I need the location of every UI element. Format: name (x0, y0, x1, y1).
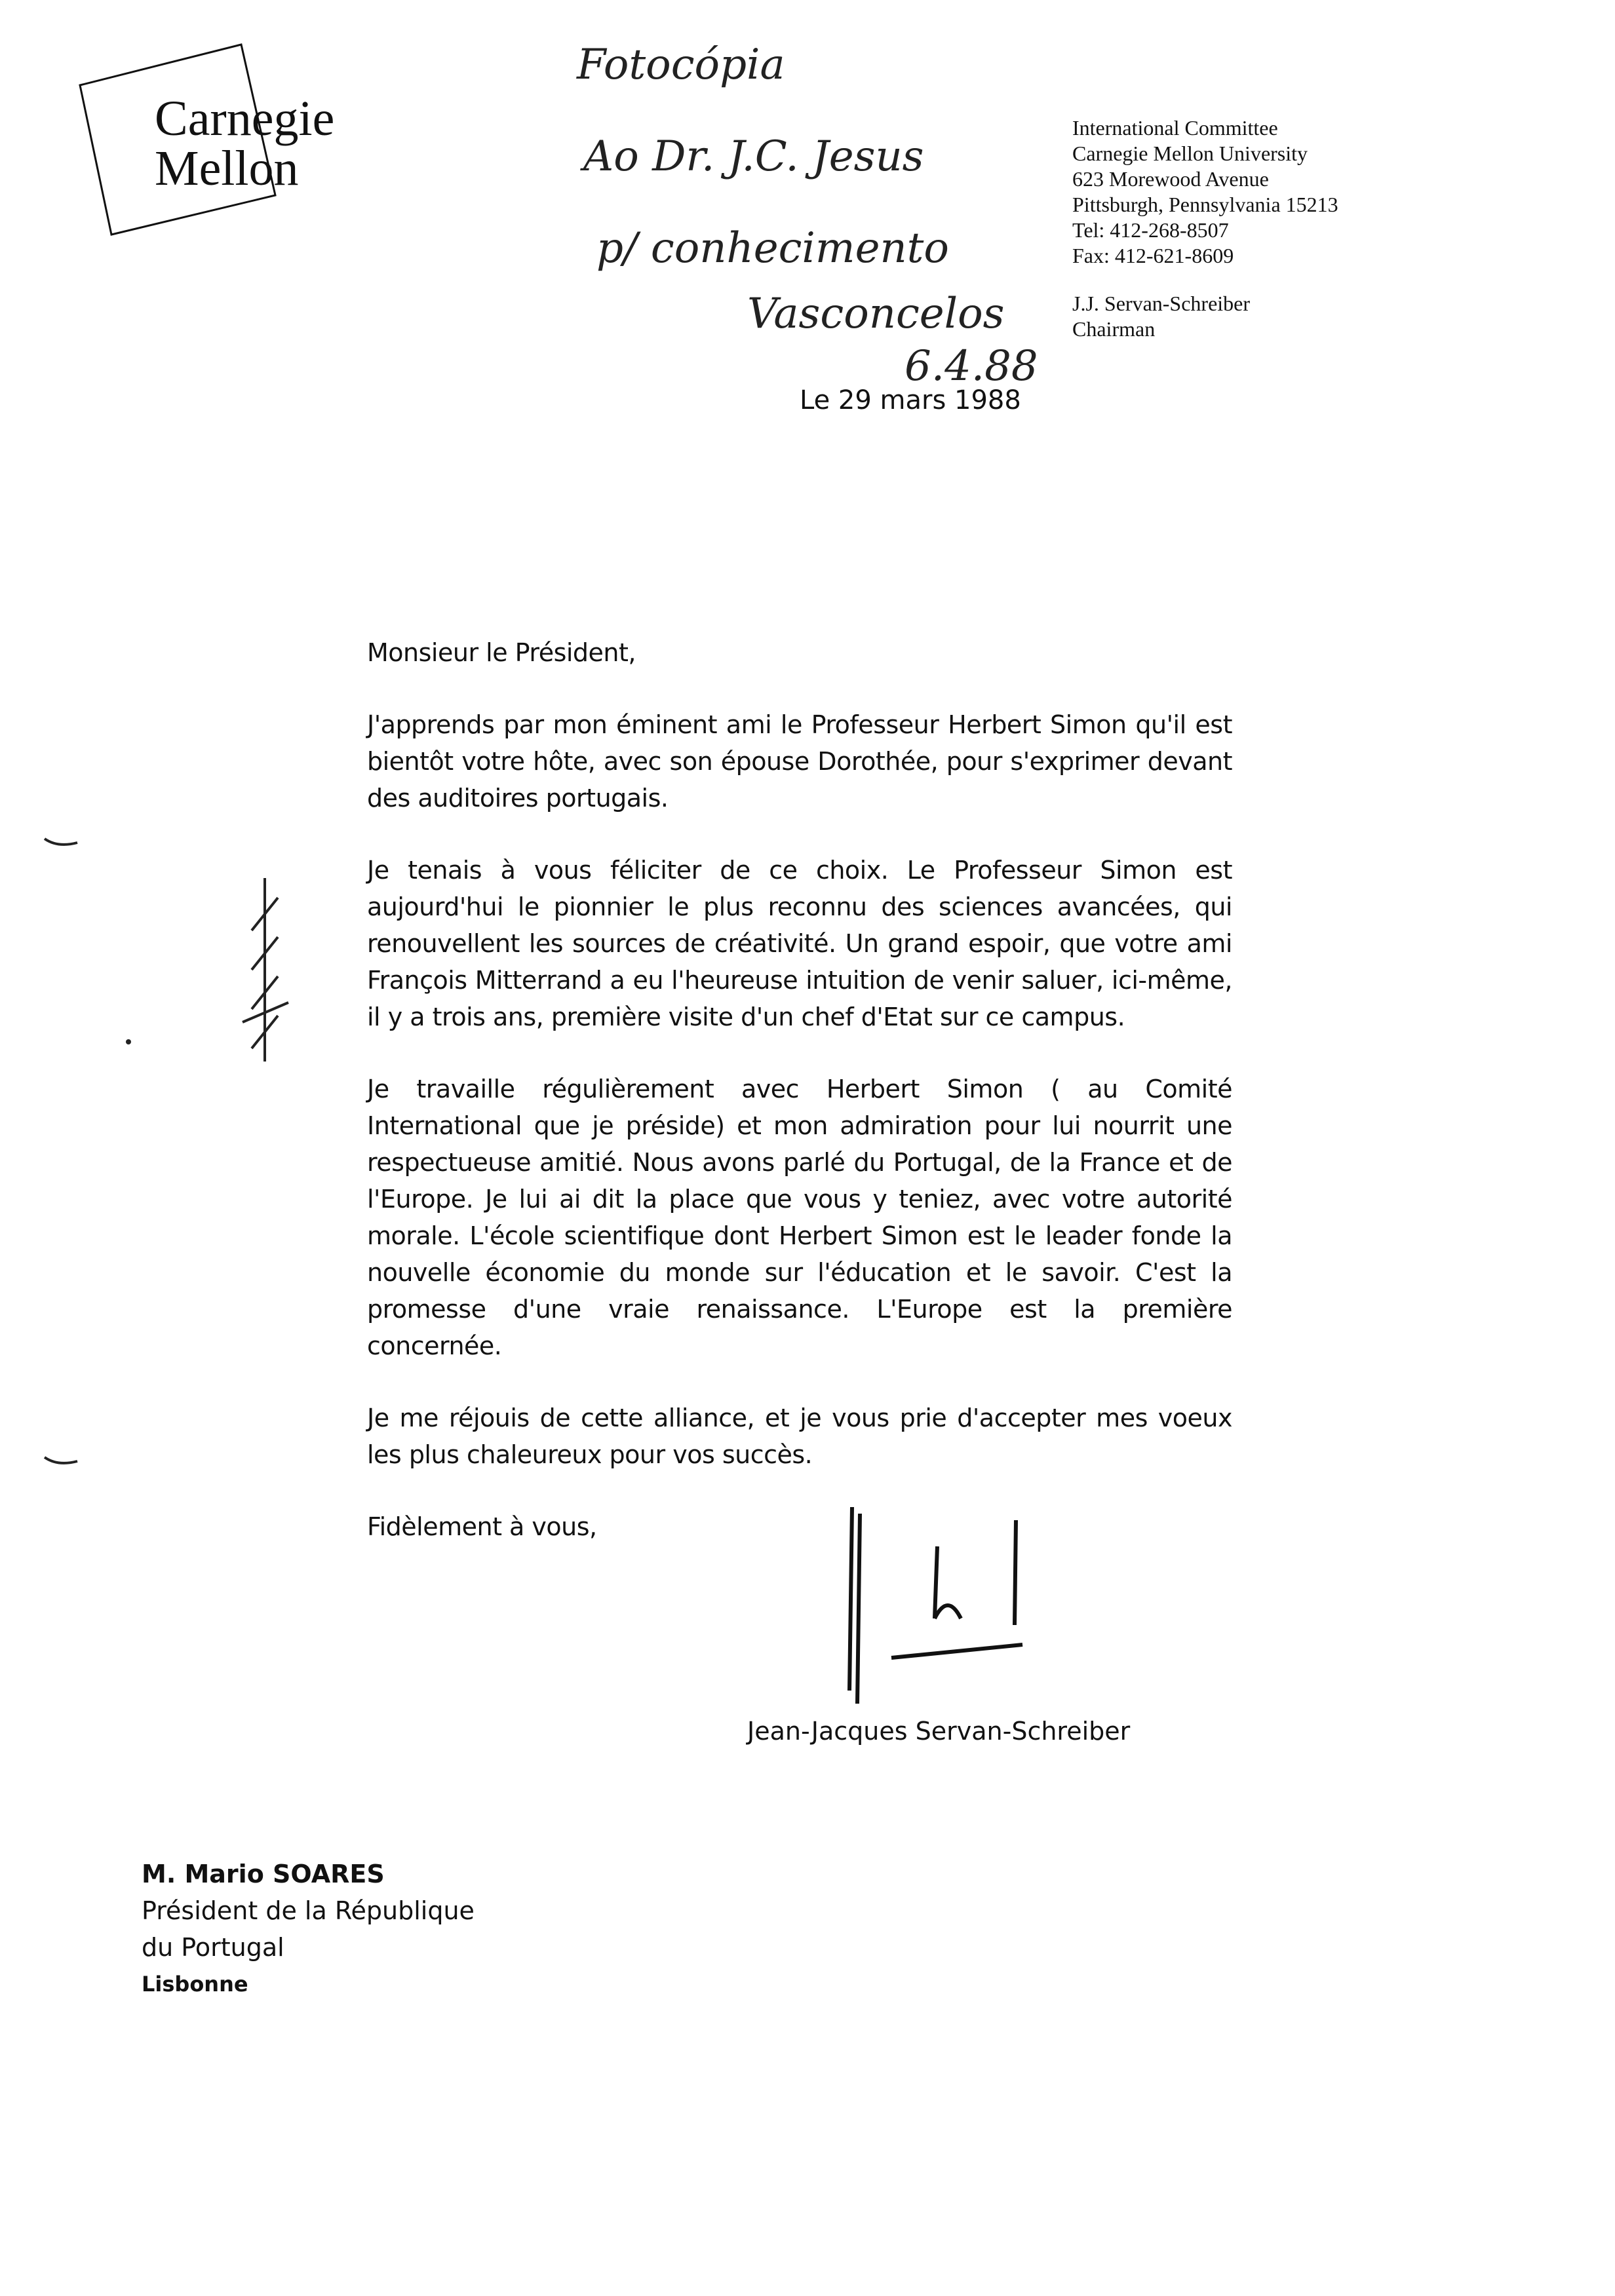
letterhead-street: 623 Morewood Avenue (1072, 167, 1269, 191)
signer-name: Jean-Jacques Servan-Schreiber (747, 1717, 1131, 1746)
annotation-line-2: Ao Dr. J.C. Jesus (583, 132, 924, 181)
annotation-line-3: p/ conhecimento (596, 224, 949, 273)
logo-line-2: Mellon (155, 141, 299, 196)
letterhead-org: International Committee (1072, 116, 1278, 140)
recipient-name: M. Mario SOARES (142, 1860, 385, 1888)
letterhead-address (1072, 115, 1597, 342)
paragraph-3: Je travaille régulièrement avec Herbert Simon ( au Comité International que je préside) et mon admiration pour lui nourrit une respectueuse amitié. Nous avons parlé du Portugal, de la France et de l'Europe. Je lui ai dit la place que vous y teniez, avec votre autorité morale. L'école scientifique dont Herbert Simon est le leader fonde la nouvelle économie du monde sur l'éducation et le savoir. C'est la promesse d'une vraie renaissance. L'Europe est la première concernée. (367, 1075, 1232, 1360)
recipient-city: Lisbonne (142, 1972, 248, 1997)
paragraph-1: J'apprends par mon éminent ami le Professeur Herbert Simon qu'il est bientôt votre hôte, avec son épouse Dorothée, pour s'exprimer devant des auditoires portugais. (367, 710, 1232, 813)
annotation-line-1: Fotocópia (577, 41, 785, 89)
letter-date: Le 29 mars 1988 (800, 385, 1021, 415)
letterhead-university: Carnegie Mellon University (1072, 142, 1308, 165)
letterhead-city: Pittsburgh, Pennsylvania 15213 (1072, 193, 1338, 216)
annotation-date: 6.4.88 (905, 342, 1038, 391)
paragraph-4: Je me réjouis de cette alliance, et je vous prie d'accepter mes voeux les plus chaleureux pour vos succès. (367, 1404, 1232, 1469)
handwritten-signature (826, 1494, 1062, 1717)
recipient-title: Président de la République (142, 1896, 475, 1925)
letterhead-chair-name: J.J. Servan-Schreiber (1072, 292, 1251, 315)
paragraph-2: Je tenais à vous féliciter de ce choix. Le Professeur Simon est aujourd'hui le pionnier le plus reconnu des sciences avancées, qui renouvellent les sources de créativité. Un grand espoir, que votre ami François Mitterrand a eu l'heureuse intuition de venir saluer, ici-même, il y a trois ans, première visite d'un chef d'Etat sur ce campus. (367, 856, 1232, 1031)
letterhead-chair-title: Chairman (1072, 317, 1156, 341)
handwritten-annotation (557, 13, 1081, 393)
letterhead-fax: Fax: 412-621-8609 (1072, 244, 1234, 267)
closing: Fidèlement à vous, (367, 1512, 597, 1541)
recipient-country: du Portugal (142, 1933, 284, 1962)
margin-marks (0, 786, 328, 1573)
letter-body (367, 634, 1232, 1580)
recipient-address (142, 1856, 475, 2002)
annotation-initials: Vasconcelos (747, 290, 1005, 338)
logo-line-1: Carnegie (155, 91, 335, 146)
carnegie-mellon-logo (72, 39, 400, 236)
letterhead-tel: Tel: 412-268-8507 (1072, 218, 1229, 242)
salutation: Monsieur le Président, (367, 638, 636, 667)
